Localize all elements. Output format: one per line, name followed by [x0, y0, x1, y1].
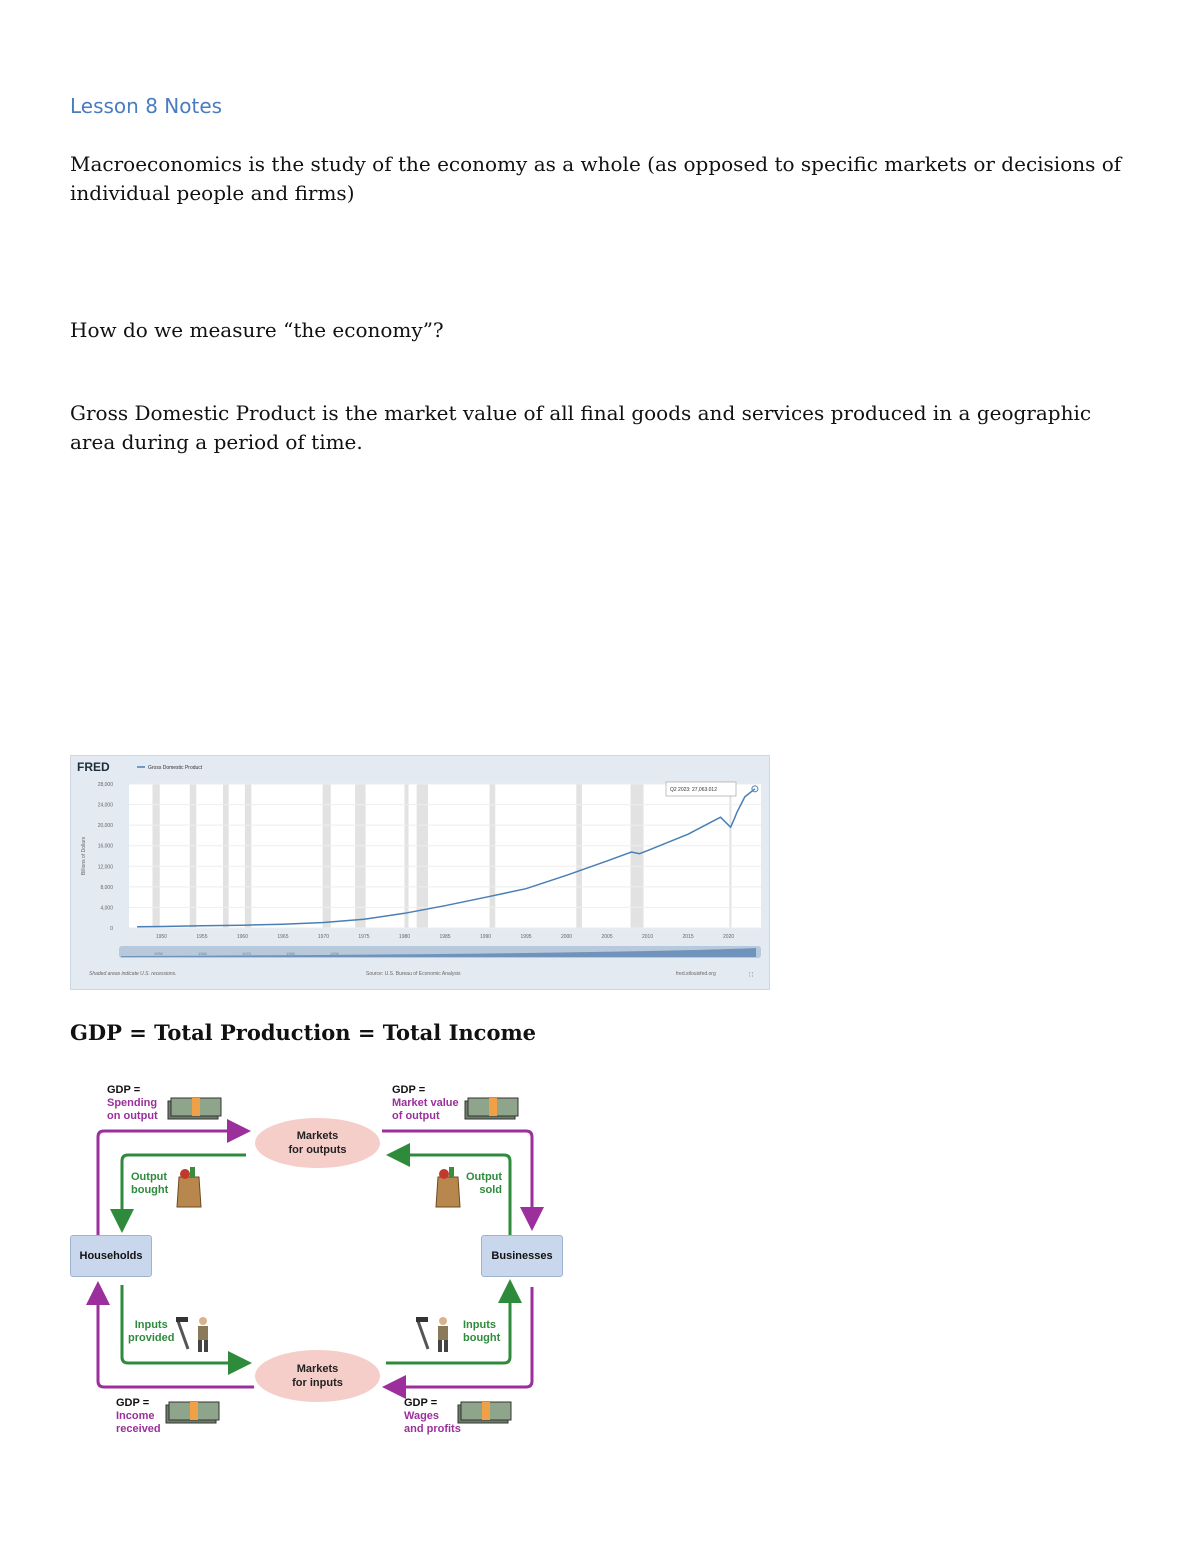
- y-tick-label: 28,000: [97, 782, 113, 788]
- x-tick-label: 1975: [358, 934, 370, 940]
- fred-logo: FRED: [77, 760, 110, 774]
- recession-bar: [729, 784, 731, 928]
- recession-bar: [323, 784, 331, 928]
- y-axis-label: Billions of Dollars: [81, 836, 87, 876]
- site-text: fred.stlouisfed.org: [676, 971, 716, 977]
- hammer-worker-icon: [416, 1317, 448, 1352]
- y-tick-label: 4,000: [100, 905, 113, 912]
- x-tick-label: 1955: [196, 934, 208, 940]
- recession-bar: [152, 784, 159, 928]
- recession-bar: [223, 784, 229, 928]
- label-market-value-of-output: GDP = Market value of output: [392, 1084, 459, 1122]
- label-spending-on-output: GDP = Spending on output: [107, 1084, 158, 1122]
- label-income-received: GDP = Income received: [116, 1397, 161, 1435]
- x-tick-label: 2005: [601, 934, 613, 940]
- y-tick-label: 8,000: [100, 884, 113, 891]
- recession-bar: [355, 784, 366, 928]
- grocery-bag-icon: [177, 1167, 201, 1207]
- recession-bar: [631, 784, 644, 928]
- x-tick-label: 2015: [682, 934, 694, 940]
- x-tick-label: 1985: [439, 934, 451, 940]
- x-tick-label: 1950: [155, 934, 167, 940]
- markets-for-inputs: Markets for inputs: [255, 1350, 380, 1402]
- recession-bar: [417, 784, 428, 928]
- fullscreen-icon: ∷: [749, 972, 754, 979]
- source-text: Source: U.S. Bureau of Economic Analysis: [366, 971, 461, 977]
- paragraph-macroeconomics: Macroeconomics is the study of the economy as a whole (as opposed to specific markets or decisions of individual people and firms): [70, 152, 1122, 205]
- purple-arrow-top-left: [98, 1131, 245, 1235]
- money-icon: [465, 1098, 518, 1119]
- x-tick-label: 2020: [723, 934, 735, 940]
- label-inputs-provided: Inputs provided: [128, 1319, 175, 1344]
- hammer-worker-icon: [176, 1317, 208, 1352]
- y-tick-label: 24,000: [97, 802, 113, 809]
- circular-flow-diagram: [60, 1075, 580, 1450]
- x-tick-label: 1995: [520, 934, 532, 940]
- tooltip-text: Q2 2023: 27,063.012: [670, 787, 717, 793]
- fred-chart-svg: [71, 756, 771, 991]
- x-tick-label: 1980: [398, 934, 411, 940]
- paragraph-measure-question: How do we measure “the economy”?: [70, 318, 444, 342]
- recession-bar: [245, 784, 251, 928]
- y-tick-label: 0: [110, 926, 113, 932]
- paragraph-gdp-definition: Gross Domestic Product is the market value of all final goods and services produced in a geographic area during a period of time.: [70, 401, 1092, 454]
- navigator-label: 1950: [154, 951, 163, 956]
- page-heading: Lesson 8 Notes: [70, 94, 223, 118]
- navigator-label: 1970: [242, 951, 251, 956]
- recession-bar: [490, 784, 496, 928]
- recession-bar: [404, 784, 408, 928]
- x-tick-label: 1965: [277, 934, 289, 940]
- label-inputs-bought: Inputs bought: [463, 1319, 501, 1344]
- label-wages-and-profits: GDP = Wages and profits: [404, 1397, 461, 1435]
- navigator-label: 1960: [198, 951, 207, 956]
- fred-gdp-chart: [70, 755, 770, 990]
- x-tick-label: 1960: [236, 934, 248, 940]
- grocery-bag-icon: [436, 1167, 460, 1207]
- shaded-note: Shaded areas indicate U.S. recessions.: [89, 971, 177, 977]
- recession-bar: [190, 784, 196, 928]
- label-output-bought: Output bought: [131, 1171, 169, 1196]
- label-output-sold: Output sold: [466, 1171, 503, 1196]
- recession-bar: [576, 784, 582, 928]
- y-tick-label: 16,000: [97, 843, 113, 850]
- x-tick-label: 2010: [642, 934, 654, 940]
- navigator-label: 1990: [330, 951, 339, 956]
- x-tick-label: 1990: [479, 934, 492, 940]
- legend-label: Gross Domestic Product: [148, 765, 203, 771]
- gdp-equation: GDP = Total Production = Total Income: [70, 1020, 537, 1045]
- y-tick-label: 12,000: [97, 864, 113, 871]
- money-icon: [166, 1402, 219, 1423]
- money-icon: [168, 1098, 221, 1119]
- y-tick-label: 20,000: [97, 823, 113, 830]
- money-icon: [458, 1402, 511, 1423]
- households-box: Households: [70, 1235, 152, 1277]
- businesses-box: Businesses: [481, 1235, 563, 1277]
- navigator-label: 1980: [286, 951, 295, 956]
- markets-for-outputs: Markets for outputs: [255, 1118, 380, 1168]
- x-tick-label: 1970: [317, 934, 330, 940]
- x-tick-label: 2000: [560, 934, 573, 940]
